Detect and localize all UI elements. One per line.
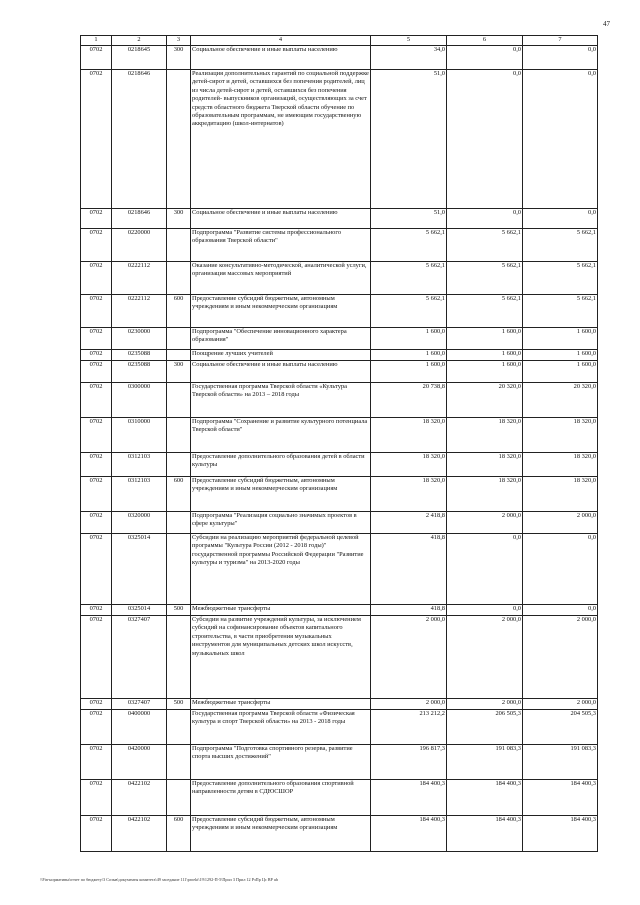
- amount-col7: 1 600,0: [523, 350, 598, 361]
- amount-col5: 1 600,0: [371, 350, 447, 361]
- amount-col6: 1 600,0: [447, 328, 523, 350]
- section-code: 0702: [81, 350, 112, 361]
- table-row: [81, 383, 598, 418]
- amount-col7: 0,0: [523, 46, 598, 70]
- target-code: 0320000: [112, 512, 167, 534]
- amount-col7: 2 000,0: [523, 699, 598, 710]
- section-code: 0702: [81, 383, 112, 418]
- item-name: Субсидии на реализацию мероприятий федеральной целевой программы "Культура России (2012 - 2018 годы)" государственной программы Российской Федерации "Развитие культуры и туризма" на 2013-2020 годы: [191, 534, 371, 605]
- header-cell: 1: [81, 36, 112, 46]
- item-name: Социальное обеспечение и иные выплаты населению: [191, 46, 371, 70]
- target-code: 0235088: [112, 361, 167, 383]
- item-name: Государственная программа Тверской области «Культура Тверской области» на 2013 – 2018 годы: [191, 383, 371, 418]
- header-cell: 7: [523, 36, 598, 46]
- header-cell: 6: [447, 36, 523, 46]
- amount-col6: 0,0: [447, 46, 523, 70]
- budget-table: [80, 35, 598, 852]
- amount-col6: 0,0: [447, 605, 523, 616]
- table-row: [81, 328, 598, 350]
- expense-type: 500: [167, 699, 191, 710]
- target-code: 0220000: [112, 229, 167, 262]
- item-name: Межбюджетные трансферты: [191, 699, 371, 710]
- section-code: 0702: [81, 229, 112, 262]
- table-row: [81, 418, 598, 453]
- target-code: 0218645: [112, 46, 167, 70]
- expense-type: 300: [167, 209, 191, 229]
- header-cell: 3: [167, 36, 191, 46]
- amount-col5: 418,8: [371, 605, 447, 616]
- target-code: 0218646: [112, 70, 167, 209]
- item-name: Подпрограмма "Обеспечение инновационного характера образования": [191, 328, 371, 350]
- table-row: [81, 295, 598, 328]
- item-name: Подпрограмма "Подготовка спортивного резерва, развитие спорта высших достижений": [191, 745, 371, 780]
- target-code: 0325014: [112, 605, 167, 616]
- amount-col5: 5 662,1: [371, 262, 447, 295]
- expense-type: [167, 229, 191, 262]
- amount-col5: 184 400,3: [371, 816, 447, 852]
- amount-col6: 5 662,1: [447, 229, 523, 262]
- amount-col7: 2 000,0: [523, 512, 598, 534]
- expense-type: [167, 745, 191, 780]
- target-code: 0422102: [112, 780, 167, 816]
- section-code: 0702: [81, 780, 112, 816]
- amount-col7: 2 000,0: [523, 616, 598, 699]
- amount-col7: 191 083,3: [523, 745, 598, 780]
- table-row: [81, 816, 598, 852]
- page-number: 47: [603, 20, 610, 28]
- section-code: 0702: [81, 209, 112, 229]
- target-code: 0312103: [112, 453, 167, 477]
- section-code: 0702: [81, 262, 112, 295]
- section-code: 0702: [81, 699, 112, 710]
- section-code: 0702: [81, 477, 112, 512]
- section-code: 0702: [81, 616, 112, 699]
- amount-col5: 18 320,0: [371, 418, 447, 453]
- item-name: Оказание консультативно-методической, аналитической услуги, организация массовых мероприятий: [191, 262, 371, 295]
- item-name: Государственная программа Тверской области «Физическая культура и спорт Тверской области» на 2013 - 2018 годы: [191, 710, 371, 745]
- amount-col5: 5 662,1: [371, 295, 447, 328]
- table-row: [81, 361, 598, 383]
- target-code: 0235088: [112, 350, 167, 361]
- amount-col6: 5 662,1: [447, 262, 523, 295]
- target-code: 0422102: [112, 816, 167, 852]
- amount-col5: 34,0: [371, 46, 447, 70]
- amount-col5: 213 212,2: [371, 710, 447, 745]
- section-code: 0702: [81, 745, 112, 780]
- section-code: 0702: [81, 534, 112, 605]
- item-name: Подпрограмма "Развитие системы профессионального образования Тверской области": [191, 229, 371, 262]
- target-code: 0218646: [112, 209, 167, 229]
- amount-col5: 20 738,8: [371, 383, 447, 418]
- table-row: [81, 699, 598, 710]
- expense-type: [167, 383, 191, 418]
- header-cell: 5: [371, 36, 447, 46]
- amount-col5: 5 662,1: [371, 229, 447, 262]
- amount-col7: 20 320,0: [523, 383, 598, 418]
- amount-col6: 20 320,0: [447, 383, 523, 418]
- header-cell: 4: [191, 36, 371, 46]
- expense-type: [167, 616, 191, 699]
- expense-type: 300: [167, 46, 191, 70]
- target-code: 0310000: [112, 418, 167, 453]
- amount-col7: 5 662,1: [523, 229, 598, 262]
- item-name: Поощрение лучших учителей: [191, 350, 371, 361]
- amount-col6: 2 000,0: [447, 699, 523, 710]
- amount-col5: 51,0: [371, 70, 447, 209]
- section-code: 0702: [81, 328, 112, 350]
- amount-col7: 18 320,0: [523, 453, 598, 477]
- file-path-footer: \\Fin-нормативы\отчет по бюджету\3 Созыв\документы комитета\49 заседание 111\proekt\19\1292-П-5\Прил 3 Прил 12 РзПр Цс ВР ub: [40, 877, 279, 882]
- expense-type: [167, 512, 191, 534]
- amount-col6: 184 400,3: [447, 816, 523, 852]
- expense-type: [167, 262, 191, 295]
- table-row: [81, 477, 598, 512]
- target-code: 0222112: [112, 262, 167, 295]
- amount-col6: 0,0: [447, 209, 523, 229]
- amount-col6: 1 600,0: [447, 350, 523, 361]
- expense-type: [167, 780, 191, 816]
- section-code: 0702: [81, 70, 112, 209]
- table-row: [81, 229, 598, 262]
- table-row: [81, 745, 598, 780]
- item-name: Реализация дополнительных гарантий по социальной поддержке детей-сирот и детей, оставшихся без попечения родителей, лиц из числа детей-сирот и детей, оставшихся без попечения родителей- выпускников организаций, осуществляющих за счет средств областного бюджета Тверской области обучение по образовательным программам, не имеющим государственную аккредитацию (школ-интернатов): [191, 70, 371, 209]
- amount-col7: 18 320,0: [523, 418, 598, 453]
- item-name: Подпрограмма "Сохранение и развитие культурного потенциала Тверской области": [191, 418, 371, 453]
- amount-col6: 1 600,0: [447, 361, 523, 383]
- amount-col6: 18 320,0: [447, 418, 523, 453]
- header-cell: 2: [112, 36, 167, 46]
- amount-col6: 0,0: [447, 534, 523, 605]
- amount-col7: 0,0: [523, 70, 598, 209]
- target-code: 0312103: [112, 477, 167, 512]
- amount-col6: 0,0: [447, 70, 523, 209]
- amount-col5: 184 400,3: [371, 780, 447, 816]
- table-row: [81, 605, 598, 616]
- amount-col5: 18 320,0: [371, 453, 447, 477]
- amount-col5: 2 000,0: [371, 616, 447, 699]
- amount-col7: 184 400,3: [523, 816, 598, 852]
- expense-type: 300: [167, 361, 191, 383]
- amount-col5: 2 418,8: [371, 512, 447, 534]
- amount-col5: 1 600,0: [371, 328, 447, 350]
- amount-col7: 204 505,3: [523, 710, 598, 745]
- amount-col6: 206 505,3: [447, 710, 523, 745]
- item-name: Предоставление субсидий бюджетным, автономным учреждениям и иным некоммерческим организациям: [191, 477, 371, 512]
- section-code: 0702: [81, 295, 112, 328]
- amount-col6: 18 320,0: [447, 453, 523, 477]
- item-name: Межбюджетные трансферты: [191, 605, 371, 616]
- table-row: [81, 512, 598, 534]
- amount-col5: 2 000,0: [371, 699, 447, 710]
- table-row: [81, 780, 598, 816]
- target-code: 0300000: [112, 383, 167, 418]
- table-row: [81, 46, 598, 70]
- item-name: Подпрограмма "Реализация социально значимых проектов в сфере культуры": [191, 512, 371, 534]
- section-code: 0702: [81, 361, 112, 383]
- table-row: [81, 534, 598, 605]
- amount-col5: 196 817,3: [371, 745, 447, 780]
- expense-type: 600: [167, 816, 191, 852]
- table-row: [81, 616, 598, 699]
- expense-type: 600: [167, 295, 191, 328]
- amount-col6: 191 083,3: [447, 745, 523, 780]
- amount-col6: 2 000,0: [447, 512, 523, 534]
- amount-col7: 184 400,3: [523, 780, 598, 816]
- target-code: 0327407: [112, 699, 167, 710]
- expense-type: [167, 418, 191, 453]
- expense-type: [167, 350, 191, 361]
- amount-col7: 0,0: [523, 534, 598, 605]
- amount-col7: 5 662,1: [523, 295, 598, 328]
- expense-type: [167, 328, 191, 350]
- item-name: Социальное обеспечение и иные выплаты населению: [191, 209, 371, 229]
- section-code: 0702: [81, 46, 112, 70]
- amount-col6: 2 000,0: [447, 616, 523, 699]
- item-name: Предоставление субсидий бюджетным, автономным учреждениям и иным некоммерческим организациям: [191, 295, 371, 328]
- section-code: 0702: [81, 418, 112, 453]
- table-row: [81, 710, 598, 745]
- amount-col7: 18 320,0: [523, 477, 598, 512]
- target-code: 0420000: [112, 745, 167, 780]
- section-code: 0702: [81, 710, 112, 745]
- table-row: [81, 453, 598, 477]
- expense-type: [167, 534, 191, 605]
- item-name: Предоставление субсидий бюджетным, автономным учреждениям и иным некоммерческим организациям: [191, 816, 371, 852]
- amount-col6: 5 662,1: [447, 295, 523, 328]
- item-name: Предоставление дополнительного образования детей в области культуры: [191, 453, 371, 477]
- target-code: 0400000: [112, 710, 167, 745]
- table-row: [81, 70, 598, 209]
- amount-col5: 18 320,0: [371, 477, 447, 512]
- expense-type: [167, 70, 191, 209]
- section-code: 0702: [81, 512, 112, 534]
- amount-col7: 5 662,1: [523, 262, 598, 295]
- table-row: [81, 209, 598, 229]
- expense-type: 500: [167, 605, 191, 616]
- amount-col5: 51,0: [371, 209, 447, 229]
- section-code: 0702: [81, 816, 112, 852]
- section-code: 0702: [81, 605, 112, 616]
- item-name: Социальное обеспечение и иные выплаты населению: [191, 361, 371, 383]
- header-row: [81, 36, 598, 46]
- amount-col7: 1 600,0: [523, 361, 598, 383]
- amount-col6: 18 320,0: [447, 477, 523, 512]
- item-name: Предоставление дополнительного образования спортивной направленности детям в СДЮСШОР: [191, 780, 371, 816]
- table-row: [81, 262, 598, 295]
- amount-col5: 418,8: [371, 534, 447, 605]
- item-name: Субсидии на развитие учреждений культуры, за исключением субсидий на софинансирование объектов капитального строительства, в части приобретения музыкальных инструментов для муниципальных детских школ искусств, музыкальных школ: [191, 616, 371, 699]
- expense-type: [167, 710, 191, 745]
- expense-type: [167, 453, 191, 477]
- section-code: 0702: [81, 453, 112, 477]
- amount-col7: 0,0: [523, 209, 598, 229]
- amount-col5: 1 600,0: [371, 361, 447, 383]
- table-row: [81, 350, 598, 361]
- target-code: 0222112: [112, 295, 167, 328]
- target-code: 0327407: [112, 616, 167, 699]
- amount-col7: 0,0: [523, 605, 598, 616]
- amount-col6: 184 400,3: [447, 780, 523, 816]
- amount-col7: 1 600,0: [523, 328, 598, 350]
- target-code: 0230000: [112, 328, 167, 350]
- target-code: 0325014: [112, 534, 167, 605]
- expense-type: 600: [167, 477, 191, 512]
